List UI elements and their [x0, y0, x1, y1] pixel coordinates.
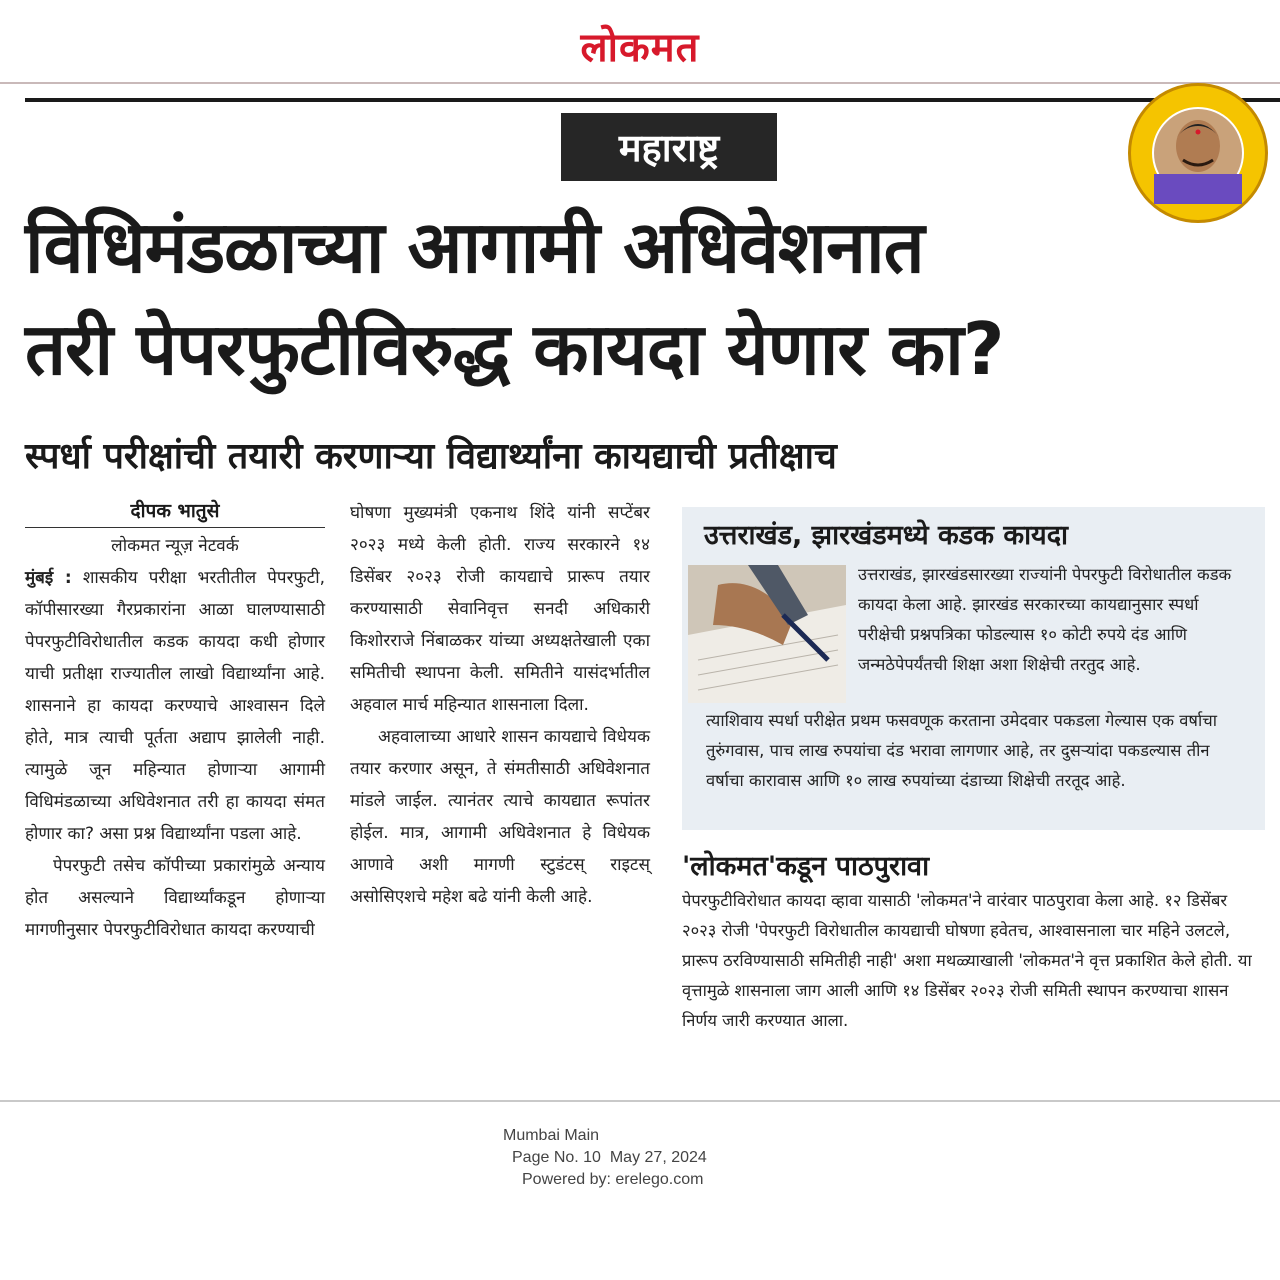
news-agency: लोकमत न्यूज़ नेटवर्क	[111, 536, 239, 556]
footer-divider	[0, 1100, 1280, 1102]
column-1-paragraph-1	[25, 562, 325, 850]
section-label: महाराष्ट्र	[618, 126, 720, 170]
article-column-1	[25, 562, 325, 946]
top-divider	[0, 82, 1280, 84]
writing-hand-icon	[688, 565, 846, 703]
headline-line-2: तरी पेपरफुटीविरुद्ध कायदा येणार का?	[25, 307, 1004, 391]
section-divider	[25, 98, 1280, 102]
column-1-paragraph-2: पेपरफुटी तसेच कॉपीच्या प्रकारांमुळे अन्याय होत असल्याने विद्यार्थ्यांकडून होणाऱ्या मागणीनुसार पेपरफुटीविरोधात कायदा करण्याची	[25, 856, 325, 940]
sidebox-title: उत्तराखंड, झारखंडमध्ये कडक कायदा	[704, 520, 1069, 551]
article-column-2	[350, 497, 650, 913]
headline-line-1: विधिमंडळाच्या आगामी अधिवेशनात	[25, 205, 924, 289]
headline	[25, 196, 1265, 400]
sidebox-text-beside-photo: उत्तराखंड, झारखंडसारख्या राज्यांनी पेपरफुटी विरोधातील कडक कायदा केला आहे. झारखंड सरकारच्या कायद्यानुसार स्पर्धा परीक्षेची प्रश्नपत्रिका फोडल्यास १० कोटी रुपये दंड आणि जन्मठेपेपर्यंतची शिक्षा अशा शिक्षेची तरतुद आहे.	[858, 565, 1232, 674]
author-name: दीपक भातुसे	[130, 500, 220, 522]
masthead-logo	[0, 18, 1280, 73]
column-2-paragraph-2: अहवालाच्या आधारे शासन कायद्याचे विधेयक तयार करणार असून, ते संमतीसाठी अधिवेशनात मांडले जाईल. त्यानंतर त्याचे कायद्यात रूपांतर होईल. मात्र, आगामी अधिवेशनात हे विधेयक आणावे अशी मागणी स्टुडंटस् राइटस् असोसिएशचे महेश बढे यांनी केली आहे.	[350, 727, 650, 907]
column-1-paragraph-1-text: शासकीय परीक्षा भरतीतील पेपरफुटी, कॉपीसारख्या गैरप्रकारांना आळा घालण्यासाठी पेपरफुटीविरोधातील कडक कायदा कधी होणार याची प्रतीक्षा राज्यातील लाखो विद्यार्थ्यांना आहे. शासनाने हा कायदा करण्याचे आश्वासन दिले होते, मात्र त्याची पूर्तता अद्याप झालेली नाही. त्यामुळे जून महिन्यात होणाऱ्या आगामी विधिमंडळाच्या अधिवेशनात तरी हा कायदा संमत होणार का? असा प्रश्न विद्यार्थ्यांना पडला आहे.	[25, 568, 326, 844]
logo-text: लोकमत	[580, 25, 700, 71]
byline-divider	[25, 527, 325, 528]
section-tag	[561, 113, 777, 181]
powered-by-link[interactable]: Powered by: erelego.com	[522, 1171, 704, 1188]
followup-text: पेपरफुटीविरोधात कायदा व्हावा यासाठी 'लोकमत'ने वारंवार पाठपुरावा केला आहे. १२ डिसेंबर २०२३ रोजी 'पेपरफुटी विरोधातील कायद्याची घोषणा हवेतच, आश्वासनाला चार महिने उलटले, प्रारूप ठरविण्यासाठी समितीही नाही' अशा मथळ्याखाली 'लोकमत'ने वृत्त प्रकाशित केले होती. या वृत्तामुळे शासनाला जाग आली आणि १४ डिसेंबर २०२३ रोजी समिती स्थापन करण्याचा शासन निर्णय जारी करण्यात आला.	[682, 891, 1252, 1030]
subheadline: स्पर्धा परीक्षांची तयारी करणाऱ्या विद्यार्थ्यांना कायद्याची प्रतीक्षाच	[25, 436, 837, 477]
column-2-paragraph-1: घोषणा मुख्यमंत्री एकनाथ शिंदे यांनी सप्टेंबर २०२३ मध्ये केली होती. राज्य सरकारने १४ डिसेंबर २०२३ रोजी कायद्याचे प्रारूप तयार करण्यासाठी सेवानिवृत्त सनदी अधिकारी किशोरराजे निंबाळकर यांच्या अध्यक्षतेखाली एका समितीची स्थापना केली. समितीने यासंदर्भातील अहवाल मार्च महिन्यात शासनाला दिला.	[350, 503, 650, 715]
dateline: मुंबई :	[25, 568, 72, 588]
edition-name: Mumbai Main	[503, 1127, 600, 1144]
page-and-date: Page No. 10 May 27, 2024	[512, 1149, 707, 1166]
exam-writing-photo	[688, 565, 846, 703]
followup-title: 'लोकमत'कडून पाठपुरावा	[682, 851, 930, 882]
sidebox-text-below: त्याशिवाय स्पर्धा परीक्षेत प्रथम फसवणूक करताना उमेदवार पकडला गेल्यास एक वर्षाचा तुरुंगवास, पाच लाख रुपयांचा दंड भरावा लागणार आहे, तर दुसऱ्यांदा पकडल्यास तीन वर्षाचा कारावास आणि १० लाख रुपयांच्या दंडाच्या शिक्षेची तरतूद आहे.	[706, 711, 1217, 790]
